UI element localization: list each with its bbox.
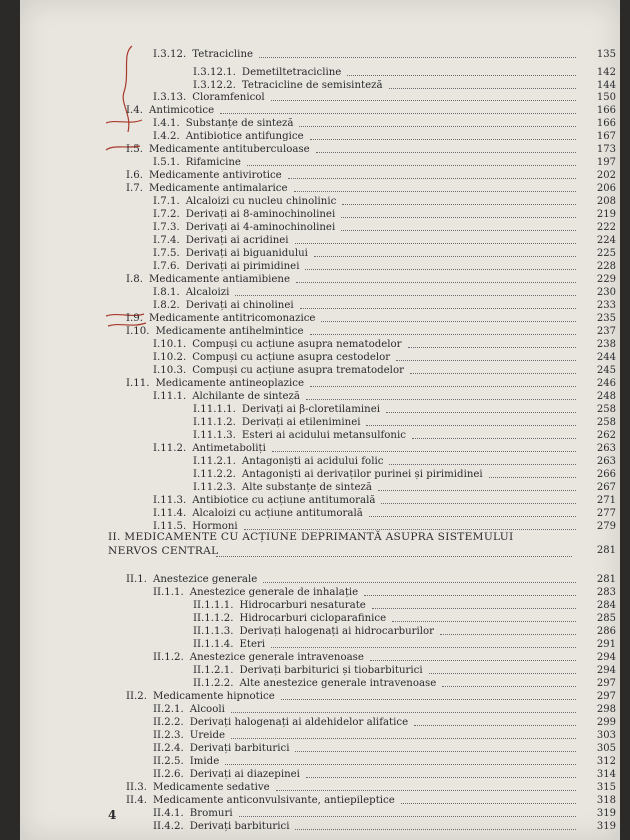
toc-entry-title: Medicamente antimalarice	[148, 183, 288, 194]
toc-entry-page: 318	[596, 795, 616, 806]
toc-entry-title: Substanțe de sinteză	[185, 118, 294, 129]
toc-entry-page: 206	[596, 183, 616, 194]
toc-entry-title: Medicamente antiamibiene	[148, 274, 290, 285]
toc-entry	[153, 768, 300, 781]
toc-entry-number: I.11.3.	[153, 495, 187, 506]
toc-entry	[126, 573, 257, 586]
toc-entry-number: II.1.1.	[153, 587, 184, 598]
leader-dots	[295, 743, 576, 752]
toc-entry-page: 284	[596, 600, 616, 611]
chapter-title-line1: II. MEDICAMENTE CU ACȚIUNE DEPRIMANTĂ ASUPRA SISTEMULUI	[108, 531, 514, 543]
toc-entry-page: 197	[596, 157, 616, 168]
leader-dots	[306, 769, 576, 778]
leader-dots	[310, 326, 576, 335]
toc-entry-number: I.7.6.	[153, 261, 180, 272]
leader-dots	[300, 300, 576, 309]
toc-entry	[153, 742, 289, 755]
toc-entry-title: Derivați halogenați ai hidrocarburilor	[239, 626, 435, 637]
toc-entry-title: Derivați ai β-cloretilaminei	[241, 404, 380, 415]
toc-entry-page: 219	[596, 209, 616, 220]
leader-dots	[429, 665, 576, 674]
leader-dots	[235, 287, 576, 296]
toc-entry-number: II.2.5.	[153, 756, 184, 767]
toc-entry	[153, 651, 364, 664]
toc-entry	[193, 416, 360, 429]
toc-entry-page: 314	[596, 769, 616, 780]
toc-entry-page: 224	[596, 235, 616, 246]
leader-dots	[440, 626, 576, 635]
toc-entry-page: 303	[596, 730, 616, 741]
toc-entry-page: 202	[596, 170, 616, 181]
toc-entry	[153, 755, 219, 768]
toc-entry-title: Ureide	[189, 730, 226, 741]
toc-entry-number: I.11.2.2.	[193, 469, 236, 480]
toc-entry	[153, 442, 266, 455]
toc-entry-title: Antibiotice antifungice	[185, 131, 304, 142]
toc-entry	[126, 273, 290, 286]
toc-entry-page: 208	[596, 196, 616, 207]
leader-dots	[310, 378, 576, 387]
toc-entry-number: I.11.1.3.	[193, 430, 236, 441]
toc-entry-title: Esteri ai acidului metansulfonic	[241, 430, 406, 441]
toc-entry	[126, 690, 275, 703]
toc-entry-number: I.7.4.	[153, 235, 180, 246]
toc-entry-title: Medicamente antitricomonazice	[148, 313, 316, 324]
leader-dots	[389, 80, 576, 89]
toc-entry-title: Medicamente hipnotice	[153, 691, 275, 702]
leader-dots	[342, 196, 576, 205]
leader-dots	[225, 756, 576, 765]
toc-entry-title: Medicamente sedative	[153, 782, 270, 793]
leader-dots	[341, 209, 576, 218]
toc-entry-title: Compuși cu acțiune asupra cestodelor	[192, 352, 391, 363]
toc-entry	[153, 390, 300, 403]
toc-entry-page: 298	[596, 704, 616, 715]
leader-dots	[321, 313, 576, 322]
toc-entry-title: Antimicotice	[148, 105, 215, 116]
toc-entry-title: Derivați ai pirimidinei	[185, 261, 300, 272]
toc-entry-title: Antimetaboliți	[192, 443, 266, 454]
chapter-page-number: 281	[596, 545, 616, 556]
toc-entry-title: Tetracicline	[192, 49, 254, 60]
toc-entry-title: Medicamente antituberculoase	[148, 144, 310, 155]
leader-dots	[392, 613, 576, 622]
toc-entry-page: 319	[596, 821, 616, 832]
leader-dots	[370, 652, 576, 661]
toc-entry-page: 285	[596, 613, 616, 624]
toc-entry-page: 238	[596, 339, 616, 350]
toc-entry-number: II.1.2.2.	[193, 678, 234, 689]
leader-dots	[272, 443, 576, 452]
toc-entry-number: I.3.12.2.	[193, 80, 236, 91]
toc-entry-title: Derivați ai chinolinei	[185, 300, 294, 311]
toc-entry-page: 312	[596, 756, 616, 767]
leader-dots	[364, 587, 576, 596]
leader-dots	[295, 235, 576, 244]
toc-entry-page: 144	[596, 80, 616, 91]
leader-dots	[314, 248, 576, 257]
toc-entry-title: Derivați barbiturici	[189, 743, 290, 754]
toc-entry-number: I.7.	[126, 183, 143, 194]
leader-dots	[271, 92, 576, 101]
toc-entry-number: I.3.12.1.	[193, 67, 236, 78]
toc-entry-title: Antibiotice cu acțiune antitumorală	[192, 495, 376, 506]
toc-entry-number: I.4.2.	[153, 131, 180, 142]
toc-entry	[193, 429, 406, 442]
toc-entry-page: 286	[596, 626, 616, 637]
leader-dots	[295, 821, 576, 830]
toc-entry-page: 246	[596, 378, 616, 389]
leader-dots	[389, 456, 576, 465]
toc-entry-number: I.8.1.	[153, 287, 180, 298]
toc-entry-number: II.2.4.	[153, 743, 184, 754]
leader-dots	[216, 548, 572, 557]
toc-entry-number: I.11.2.3.	[193, 482, 236, 493]
toc-entry-title: Anestezice generale	[153, 574, 258, 585]
toc-entry-number: I.5.1.	[153, 157, 180, 168]
toc-entry-number: I.4.1.	[153, 118, 180, 129]
toc-entry-number: I.11.1.2.	[193, 417, 236, 428]
toc-entry-number: I.10.1.	[153, 339, 187, 350]
toc-entry-number: I.7.1.	[153, 196, 180, 207]
toc-entry	[193, 677, 436, 690]
leader-dots	[294, 183, 576, 192]
toc-entry	[193, 625, 434, 638]
leader-dots	[414, 717, 576, 726]
leader-dots	[316, 144, 576, 153]
toc-entry-title: Alcaloizi	[185, 287, 230, 298]
leader-dots	[259, 49, 576, 58]
leader-dots	[239, 808, 576, 817]
toc-entry	[126, 169, 282, 182]
toc-entry-page: 319	[596, 808, 616, 819]
toc-entry-page: 299	[596, 717, 616, 728]
toc-entry-title: Hidrocarburi nesaturate	[239, 600, 366, 611]
toc-entry-page: 166	[596, 118, 616, 129]
toc-entry-page: 150	[596, 92, 616, 103]
toc-entry	[126, 377, 304, 390]
toc-entry-page: 258	[596, 404, 616, 415]
toc-entry-title: Hormoni	[192, 521, 238, 532]
toc-entry-number: II.4.1.	[153, 808, 184, 819]
toc-entry	[153, 260, 299, 273]
toc-entry-title: Rifamicine	[185, 157, 241, 168]
leader-dots	[381, 495, 576, 504]
toc-entry-number: I.6.	[126, 170, 143, 181]
toc-entry-page: 262	[596, 430, 616, 441]
toc-entry-page: 271	[596, 495, 616, 506]
leader-dots	[247, 157, 576, 166]
toc-entry	[153, 299, 294, 312]
toc-entry-title: Antagoniști ai derivaților purinei și pirimidinei	[241, 469, 483, 480]
toc-entry-page: 135	[596, 49, 616, 60]
toc-entry-number: II.1.1.2.	[193, 613, 234, 624]
toc-entry	[193, 468, 483, 481]
leader-dots	[296, 274, 576, 283]
toc-entry-number: I.3.13.	[153, 92, 187, 103]
toc-entry-number: II.2.6.	[153, 769, 184, 780]
leader-dots	[410, 365, 576, 374]
toc-entry-title: Derivați ai 4-aminochinolinei	[185, 222, 336, 233]
toc-entry-page: 258	[596, 417, 616, 428]
toc-entry-title: Hidrocarburi cicloparafinice	[239, 613, 387, 624]
toc-entry-page: 248	[596, 391, 616, 402]
toc-entry	[126, 182, 288, 195]
toc-entry	[193, 612, 386, 625]
toc-entry-page: 244	[596, 352, 616, 363]
toc-entry	[153, 820, 289, 833]
toc-entry-title: Derivați ai biguanidului	[185, 248, 308, 259]
toc-entry	[153, 208, 335, 221]
toc-entry	[153, 507, 363, 520]
toc-entry	[126, 781, 270, 794]
toc-entry-number: II.4.	[126, 795, 148, 806]
toc-entry	[153, 351, 390, 364]
toc-entry-page: 266	[596, 469, 616, 480]
toc-entry-number: II.4.2.	[153, 821, 184, 832]
leader-dots	[489, 469, 576, 478]
leader-dots	[378, 482, 576, 491]
toc-entry	[193, 403, 380, 416]
toc-entry-page: 235	[596, 313, 616, 324]
toc-entry-page: 267	[596, 482, 616, 493]
toc-entry-page: 166	[596, 105, 616, 116]
toc-entry-title: Bromuri	[189, 808, 233, 819]
toc-entry-title: Derivați ai 8-aminochinolinei	[185, 209, 336, 220]
leader-dots	[401, 795, 576, 804]
toc-entry	[153, 716, 408, 729]
toc-entry-number: I.8.2.	[153, 300, 180, 311]
toc-entry-title: Derivați barbiturici	[189, 821, 290, 832]
toc-entry	[126, 143, 310, 156]
leader-dots	[306, 391, 576, 400]
toc-entry	[153, 494, 375, 507]
toc-entry-title: Alcaloizi cu acțiune antitumorală	[192, 508, 363, 519]
leader-dots	[231, 730, 576, 739]
toc-entry	[193, 455, 383, 468]
toc-entry-title: Compuși cu acțiune asupra trematodelor	[192, 365, 404, 376]
toc-entry-page: 225	[596, 248, 616, 259]
leader-dots	[372, 600, 576, 609]
handwritten-underline-mark	[104, 115, 144, 129]
leader-dots	[288, 170, 576, 179]
toc-entry-page: 315	[596, 782, 616, 793]
leader-dots	[408, 339, 576, 348]
toc-entry-number: I.11.1.	[153, 391, 187, 402]
toc-entry-number: II.1.1.4.	[193, 639, 234, 650]
toc-entry-page: 229	[596, 274, 616, 285]
toc-entry-title: Derivați ai diazepinei	[189, 769, 300, 780]
leader-dots	[281, 691, 576, 700]
toc-entry-number: II.2.	[126, 691, 148, 702]
toc-entry-number: I.7.5.	[153, 248, 180, 259]
toc-entry-page: 297	[596, 678, 616, 689]
toc-entry-number: I.7.2.	[153, 209, 180, 220]
footer-page-number: 4	[108, 808, 117, 822]
toc-entry	[193, 599, 366, 612]
toc-entry-number: II.2.3.	[153, 730, 184, 741]
toc-entry	[193, 66, 341, 79]
leader-dots	[299, 118, 576, 127]
leader-dots	[305, 261, 576, 270]
toc-entry-title: Derivați halogenați ai aldehidelor alifatice	[189, 717, 409, 728]
toc-entry	[126, 794, 395, 807]
toc-entry-page: 294	[596, 665, 616, 676]
toc-entry-title: Anestezice generale intravenoase	[189, 652, 364, 663]
toc-entry-page: 305	[596, 743, 616, 754]
toc-entry-page: 297	[596, 691, 616, 702]
toc-entry	[153, 130, 304, 143]
toc-entry-number: II.1.1.3.	[193, 626, 234, 637]
toc-entry-title: Tetracicline de semisinteză	[241, 80, 383, 91]
leader-dots	[220, 105, 576, 114]
toc-entry-number: I.3.12.	[153, 49, 187, 60]
leader-dots	[341, 222, 576, 231]
toc-entry-number: I.5.	[126, 144, 143, 155]
leader-dots	[412, 430, 576, 439]
toc-entry-title: Medicamente antivirotice	[148, 170, 282, 181]
toc-entry-title: Imide	[189, 756, 220, 767]
toc-entry-title: Medicamente anticonvulsivante, antiepileptice	[153, 795, 395, 806]
toc-entry-page: 142	[596, 67, 616, 78]
toc-entry-number: I.10.	[126, 326, 150, 337]
toc-entry	[153, 91, 265, 104]
leader-dots	[386, 404, 576, 413]
leader-dots	[271, 639, 576, 648]
toc-entry-title: Alte substanțe de sinteză	[241, 482, 372, 493]
toc-entry-page: 237	[596, 326, 616, 337]
toc-entry-number: I.7.3.	[153, 222, 180, 233]
toc-entry-page: 230	[596, 287, 616, 298]
leader-dots	[369, 508, 576, 517]
leader-dots	[347, 67, 576, 76]
toc-entry	[153, 729, 225, 742]
toc-entry-number: I.10.2.	[153, 352, 187, 363]
toc-entry	[153, 156, 241, 169]
toc-entry-title: Derivați ai acridinei	[185, 235, 289, 246]
toc-entry-number: I.10.3.	[153, 365, 187, 376]
toc-entry-number: I.8.	[126, 274, 143, 285]
toc-entry-title: Eteri	[239, 639, 266, 650]
toc-entry-page: 263	[596, 456, 616, 467]
toc-entry-number: II.1.2.1.	[193, 665, 234, 676]
toc-entry-number: I.11.4.	[153, 508, 187, 519]
toc-entry-page: 233	[596, 300, 616, 311]
toc-entry	[126, 312, 315, 325]
toc-entry	[193, 638, 265, 651]
toc-entry-number: I.9.	[126, 313, 143, 324]
toc-entry-title: Alcaloizi cu nucleu chinolinic	[185, 196, 337, 207]
toc-entry-page: 277	[596, 508, 616, 519]
toc-entry	[126, 104, 214, 117]
toc-entry-title: Cloramfenicol	[192, 92, 265, 103]
leader-dots	[310, 131, 576, 140]
toc-entry-page: 173	[596, 144, 616, 155]
toc-entry-title: Derivați barbiturici și tiobarbiturici	[239, 665, 423, 676]
toc-entry-page: 291	[596, 639, 616, 650]
toc-entry-page: 279	[596, 521, 616, 532]
toc-entry-number: II.1.2.	[153, 652, 184, 663]
toc-entry-title: Alchilante de sinteză	[192, 391, 300, 402]
toc-entry-title: Medicamente antihelmintice	[155, 326, 304, 337]
toc-entry	[153, 247, 308, 260]
toc-entry	[153, 221, 335, 234]
toc-entry	[153, 48, 253, 61]
toc-entry-page: 167	[596, 131, 616, 142]
toc-page	[20, 0, 620, 840]
leader-dots	[442, 678, 576, 687]
toc-entry-title: Anestezice generale de inhalație	[189, 587, 359, 598]
toc-entry-number: I.11.2.1.	[193, 456, 236, 467]
toc-entry-title: Alcooli	[189, 704, 225, 715]
toc-entry	[153, 364, 404, 377]
leader-dots	[263, 574, 576, 583]
toc-entry	[126, 325, 304, 338]
toc-entry	[153, 195, 336, 208]
toc-entry-title: Compuși cu acțiune asupra nematodelor	[192, 339, 402, 350]
toc-entry	[153, 520, 238, 533]
toc-entry-title: Alte anestezice generale intravenoase	[239, 678, 437, 689]
toc-entry-page: 222	[596, 222, 616, 233]
toc-entry-page: 294	[596, 652, 616, 663]
toc-entry-page: 228	[596, 261, 616, 272]
toc-entry-title: Derivați ai etileniminei	[241, 417, 361, 428]
toc-entry-number: II.1.1.1.	[193, 600, 234, 611]
toc-entry-page: 263	[596, 443, 616, 454]
leader-dots	[244, 521, 576, 530]
toc-entry-number: II.3.	[126, 782, 148, 793]
leader-dots	[231, 704, 576, 713]
toc-entry-title: Medicamente antineoplazice	[155, 378, 305, 389]
toc-entry-page: 245	[596, 365, 616, 376]
chapter-title-line2: NERVOS CENTRAL	[108, 545, 219, 557]
toc-entry	[153, 338, 402, 351]
toc-entry	[153, 286, 229, 299]
toc-entry-title: Antagoniști ai acidului folic	[241, 456, 384, 467]
toc-entry-page: 283	[596, 587, 616, 598]
toc-entry-page: 281	[596, 574, 616, 585]
toc-entry-number: I.11.5.	[153, 521, 187, 532]
toc-entry-number: I.11.2.	[153, 443, 187, 454]
toc-entry	[153, 807, 233, 820]
toc-entry	[193, 664, 423, 677]
toc-entry	[153, 586, 358, 599]
leader-dots	[276, 782, 576, 791]
toc-entry	[153, 117, 293, 130]
toc-entry	[153, 234, 289, 247]
toc-entry-number: II.2.1.	[153, 704, 184, 715]
toc-entry-title: Demetiltetraciclinе	[241, 67, 342, 78]
toc-entry	[193, 481, 372, 494]
leader-dots	[366, 417, 576, 426]
toc-entry-number: I.11.1.1.	[193, 404, 236, 415]
toc-entry-number: I.4.	[126, 105, 143, 116]
toc-entry	[153, 703, 225, 716]
toc-entry-number: II.1.	[126, 574, 148, 585]
leader-dots	[396, 352, 576, 361]
toc-entry-number: II.2.2.	[153, 717, 184, 728]
toc-entry-number: I.11.	[126, 378, 150, 389]
